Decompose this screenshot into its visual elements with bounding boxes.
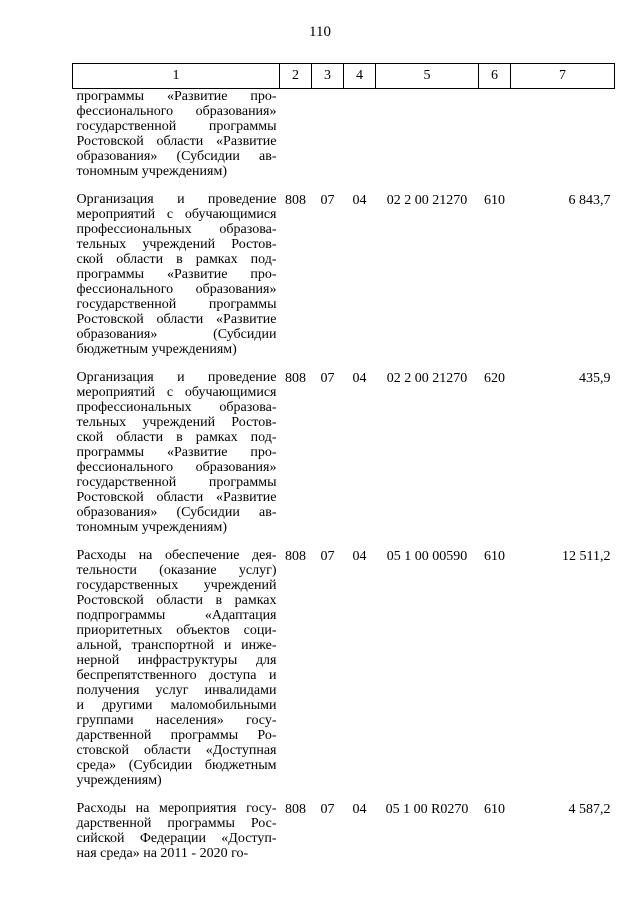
column-header: 4 — [344, 64, 376, 89]
description-line: Расходы на обеспечение дея- — [76, 548, 277, 563]
description-line: образования» (Субсидии ав- — [76, 149, 277, 164]
description-line: Организация и проведение — [76, 370, 277, 385]
description-line: тономным учреждениям) — [76, 164, 227, 179]
expense-type-cell: 620 — [484, 371, 505, 386]
description-line: государственной программы — [76, 475, 277, 490]
description-line: Ростовской области в рамках — [76, 593, 277, 608]
description-line: мероприятий с обучающимися — [76, 385, 277, 400]
description-line: бюджетным учреждениям) — [76, 342, 237, 357]
target-article-cell: 02 2 00 21270 — [386, 371, 468, 386]
description-line: тельности (оказание услуг) — [76, 563, 277, 578]
column-header: 6 — [479, 64, 511, 89]
description-line: учреждениям) — [76, 773, 162, 788]
description-line: государственной программы — [76, 119, 277, 134]
description-line: профессиональных образова- — [76, 400, 277, 415]
description-line: нерной инфраструктуры для — [76, 653, 277, 668]
description-line: тельных учреждений Ростов- — [76, 237, 277, 252]
description-line: Ростовской области «Развитие — [76, 312, 277, 327]
description-line: дарственной программы Ро- — [76, 728, 277, 743]
description-line: ской области в рамках под- — [76, 430, 277, 445]
description-line: фессионального образования» — [76, 104, 277, 119]
amount-cell — [511, 89, 615, 193]
description-line: Организация и проведение — [76, 192, 277, 207]
column-header: 3 — [312, 64, 344, 89]
expense-type-cell: 610 — [484, 193, 505, 208]
ministry-code-cell — [280, 89, 312, 193]
table-row — [73, 192, 615, 370]
description-line: Расходы на мероприятия госу- — [76, 801, 277, 816]
expense-type-cell: 610 — [484, 549, 505, 564]
row-description — [73, 370, 280, 548]
description-line: сийской Федерации «Доступ- — [76, 831, 277, 846]
target-article-cell — [376, 89, 479, 193]
table-row — [73, 89, 615, 193]
subsection-code-cell: 04 — [352, 371, 367, 386]
description-line: ской области в рамках под- — [76, 252, 277, 267]
subsection-code-cell: 04 — [352, 549, 367, 564]
description-line: Ростовской области «Развитие — [76, 490, 277, 505]
description-line: государственной программы — [76, 297, 277, 312]
description-line: дарственной программы Рос- — [76, 816, 277, 831]
target-article-cell: 02 2 00 21270 — [386, 193, 468, 208]
column-header: 7 — [511, 64, 615, 89]
amount-cell: 4 587,2 — [568, 802, 611, 817]
description-line: программы «Развитие про- — [76, 445, 277, 460]
row-description — [73, 801, 280, 874]
description-line: подпрограммы «Адаптация — [76, 608, 277, 623]
table-row — [73, 370, 615, 548]
description-line: мероприятий с обучающимися — [76, 207, 277, 222]
table-row — [73, 548, 615, 801]
description-line: беспрепятственного доступа и — [76, 668, 277, 683]
subsection-code-cell: 04 — [352, 802, 367, 817]
description-line: группами населения» госу- — [76, 713, 277, 728]
ministry-code-cell: 808 — [285, 802, 306, 817]
description-line: стовской области «Доступная — [76, 743, 277, 758]
description-line: приоритетных объектов соци- — [76, 623, 277, 638]
description-line: государственных учреждений — [76, 578, 277, 593]
amount-cell: 6 843,7 — [568, 193, 611, 208]
ministry-code-cell: 808 — [285, 549, 306, 564]
column-header: 1 — [73, 64, 280, 89]
expense-type-cell: 610 — [484, 802, 505, 817]
description-line: программы «Развитие про- — [76, 89, 277, 104]
description-line: фессионального образования» — [76, 282, 277, 297]
description-line: образования» (Субсидии ав- — [76, 505, 277, 520]
column-header: 5 — [376, 64, 479, 89]
description-line: получения услуг инвалидами — [76, 683, 277, 698]
description-line: тономным учреждениям) — [76, 520, 227, 535]
amount-cell: 435,9 — [579, 371, 611, 386]
description-line: ная среда» на 2011 - 2020 го- — [76, 846, 249, 861]
description-line: профессиональных образова- — [76, 222, 277, 237]
description-line: тельных учреждений Ростов- — [76, 415, 277, 430]
row-description — [73, 89, 280, 193]
description-line: среда» (Субсидии бюджетным — [76, 758, 277, 773]
target-article-cell: 05 1 00 00590 — [386, 549, 468, 564]
section-code-cell: 07 — [320, 371, 335, 386]
target-article-cell: 05 1 00 R0270 — [385, 802, 469, 817]
budget-table-container — [72, 63, 615, 874]
section-code-cell: 07 — [320, 193, 335, 208]
description-line: фессионального образования» — [76, 460, 277, 475]
budget-table — [72, 63, 615, 874]
description-line: программы «Развитие про- — [76, 267, 277, 282]
column-header: 2 — [280, 64, 312, 89]
description-line: образования» (Субсидии — [76, 327, 277, 342]
row-description — [73, 548, 280, 801]
header-row — [73, 64, 615, 89]
page-number: 110 — [309, 24, 331, 40]
expense-type-cell — [479, 89, 511, 193]
ministry-code-cell: 808 — [285, 193, 306, 208]
description-line: и другими маломобильными — [76, 698, 277, 713]
subsection-code-cell: 04 — [352, 193, 367, 208]
ministry-code-cell: 808 — [285, 371, 306, 386]
table-body — [73, 89, 615, 875]
description-line: Ростовской области «Развитие — [76, 134, 277, 149]
section-code-cell: 07 — [320, 549, 335, 564]
description-line: альной, транспортной и инже- — [76, 638, 277, 653]
subsection-code-cell — [344, 89, 376, 193]
section-code-cell: 07 — [320, 802, 335, 817]
amount-cell: 12 511,2 — [562, 549, 611, 564]
table-row — [73, 801, 615, 874]
row-description — [73, 192, 280, 370]
section-code-cell — [312, 89, 344, 193]
